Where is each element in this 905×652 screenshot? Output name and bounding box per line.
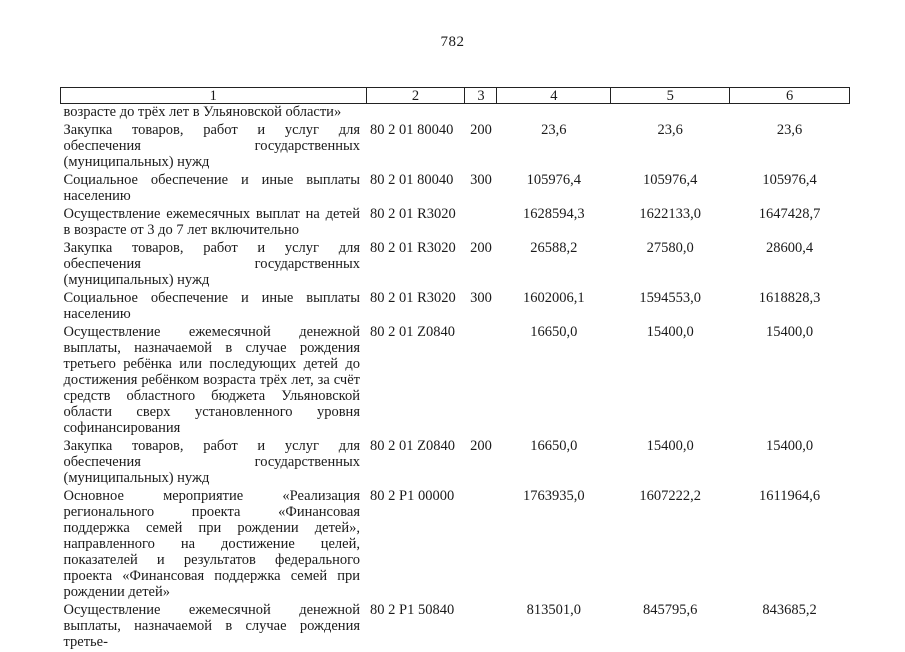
row-value-2 (611, 104, 730, 123)
row-description: возрасте до трёх лет в Ульяновской области» (63, 104, 342, 120)
row-code (366, 104, 465, 123)
table-row (61, 324, 850, 438)
row-value-3: 23,6 (776, 122, 803, 138)
row-value-1: 1628594,3 (523, 206, 585, 222)
row-value-2: 845795,6 (643, 602, 698, 618)
row-value-1: 23,6 (541, 122, 567, 138)
row-value-1: 105976,4 (526, 172, 582, 188)
header-col-2: 2 (366, 88, 465, 104)
row-value-3: 843685,2 (762, 602, 817, 618)
row-expense-type (465, 206, 497, 240)
table-row (61, 602, 850, 652)
row-expense-type: 200 (470, 122, 492, 138)
row-code: 80 2 01 R3020 (370, 240, 456, 256)
table-row (61, 290, 850, 324)
header-col-5: 5 (611, 88, 730, 104)
table-row (61, 172, 850, 206)
row-value-3 (730, 104, 850, 123)
header-col-4: 4 (497, 88, 611, 104)
row-value-3: 1611964,6 (759, 488, 821, 504)
row-value-3: 1618828,3 (758, 290, 821, 306)
row-description: Основное мероприятие «Реализация регионального проекта «Финансовая поддержка семей при рождении детей», направленного на достижение целей, показателей и результатов федерального проекта «Финансовая поддержка семей при рождении детей» (63, 488, 360, 600)
page-number: 782 (440, 34, 465, 50)
table-row (61, 104, 850, 123)
row-value-1: 1763935,0 (523, 488, 585, 504)
row-expense-type: 200 (470, 240, 492, 256)
row-description: Осуществление ежемесячной денежной выплаты, назначаемой в случае рождения третьего ребёнка или последующих детей до достижения ребёнком возраста трёх лет, за счёт средств областного бюджета Ульяновской области сверх установленного уровня софинансирования (63, 324, 360, 436)
table-row (61, 438, 850, 488)
table-row (61, 206, 850, 240)
row-code: 80 2 01 R3020 (370, 206, 456, 222)
row-code: 80 2 01 80040 (370, 172, 454, 188)
row-value-1: 813501,0 (526, 602, 582, 618)
row-expense-type: 300 (470, 290, 492, 306)
row-description: Закупка товаров, работ и услуг для обеспечения государственных (муниципальных) нужд (63, 438, 360, 486)
row-code: 80 2 P1 50840 (370, 602, 455, 618)
row-value-3: 105976,4 (762, 172, 817, 188)
header-row (61, 88, 850, 104)
row-expense-type (465, 488, 497, 602)
row-value-2: 105976,4 (643, 172, 698, 188)
row-value-2: 23,6 (657, 122, 683, 138)
row-expense-type: 200 (470, 438, 492, 454)
row-code: 80 2 01 80040 (370, 122, 454, 138)
row-value-2: 27580,0 (646, 240, 694, 256)
row-value-2: 15400,0 (646, 324, 694, 340)
budget-table (60, 87, 850, 652)
row-code: 80 2 01 Z0840 (370, 324, 455, 340)
row-description: Социальное обеспечение и иные выплаты населению (63, 172, 360, 204)
header-col-3: 3 (465, 88, 497, 104)
row-description: Закупка товаров, работ и услуг для обеспечения государственных (муниципальных) нужд (63, 240, 360, 288)
row-value-1: 16650,0 (530, 438, 578, 454)
row-description: Социальное обеспечение и иные выплаты населению (63, 290, 360, 322)
row-code: 80 2 P1 00000 (370, 488, 455, 504)
row-value-3: 15400,0 (766, 324, 814, 340)
row-description: Осуществление ежемесячной денежной выплаты, назначаемой в случае рождения третье- (63, 602, 360, 650)
table-row (61, 488, 850, 602)
row-description: Осуществление ежемесячных выплат на детей в возрасте от 3 до 7 лет включительно (63, 206, 360, 238)
row-value-1 (497, 104, 611, 123)
row-value-2: 1594553,0 (639, 290, 702, 306)
row-description: Закупка товаров, работ и услуг для обеспечения государственных (муниципальных) нужд (63, 122, 360, 170)
row-value-1: 26588,2 (530, 240, 578, 256)
row-expense-type (465, 324, 497, 438)
row-value-1: 1602006,1 (523, 290, 585, 306)
row-value-1: 16650,0 (530, 324, 578, 340)
header-col-1: 1 (61, 88, 367, 104)
row-value-2: 1622133,0 (639, 206, 702, 222)
row-value-2: 15400,0 (646, 438, 694, 454)
row-code: 80 2 01 R3020 (370, 290, 456, 306)
table-row (61, 122, 850, 172)
row-code: 80 2 01 Z0840 (370, 438, 455, 454)
row-value-3: 1647428,7 (758, 206, 821, 222)
row-expense-type: 300 (470, 172, 492, 188)
row-expense-type (465, 602, 497, 652)
table-row (61, 240, 850, 290)
row-value-3: 15400,0 (766, 438, 814, 454)
row-value-2: 1607222,2 (639, 488, 702, 504)
header-col-6: 6 (730, 88, 850, 104)
row-value-3: 28600,4 (766, 240, 814, 256)
row-expense-type (465, 104, 497, 123)
